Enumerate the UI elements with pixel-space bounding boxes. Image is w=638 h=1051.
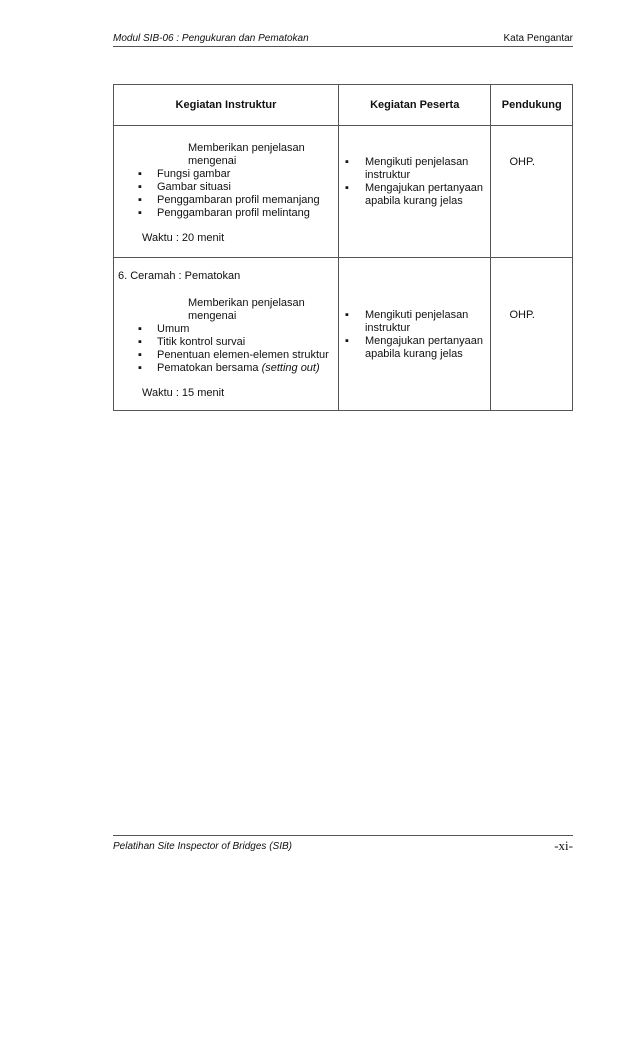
pendukung-text: OHP.	[509, 156, 535, 168]
peserta-cell	[338, 126, 491, 258]
list-item: ▪ Mengikuti penjelasan instruktur	[345, 156, 487, 182]
intro-text: Memberikan penjelasan mengenai	[188, 142, 305, 167]
pendukung-cell	[491, 126, 573, 258]
list-item: ▪ Gambar situasi	[138, 181, 334, 194]
list-item: ▪ Mengikuti penjelasan instruktur	[345, 309, 487, 335]
italic-term: (setting out)	[261, 362, 320, 374]
header-divider	[113, 46, 573, 47]
list-item: ▪ Penggambaran profil memanjang	[138, 194, 334, 207]
column-header-instruktur: Kegiatan Instruktur	[114, 85, 339, 126]
table-row	[114, 258, 573, 411]
column-header-peserta: Kegiatan Peserta	[338, 85, 491, 126]
list-item: ▪ Penentuan elemen-elemen struktur	[138, 349, 334, 362]
page-number: -xi-	[554, 838, 573, 853]
duration-text: Waktu : 20 menit	[142, 232, 225, 244]
pendukung-text: OHP.	[509, 309, 535, 321]
list-item: ▪ Umum	[138, 323, 334, 336]
footer-course-title: Pelatihan Site Inspector of Bridges (SIB)	[113, 841, 292, 852]
intro-text: Memberikan penjelasan mengenai	[188, 297, 305, 322]
list-item: ▪ Mengajukan pertanyaan apabila kurang jelas	[345, 335, 487, 361]
section-title: 6. Ceramah : Pematokan	[118, 270, 241, 282]
list-item: ▪ Penggambaran profil melintang	[138, 207, 334, 220]
column-header-pendukung: Pendukung	[491, 85, 573, 126]
topic-list	[118, 168, 334, 220]
list-item: ▪ Mengajukan pertanyaan apabila kurang jelas	[345, 182, 487, 208]
list-item: ▪ Fungsi gambar	[138, 168, 334, 181]
header-module-title: Modul SIB-06 : Pengukuran dan Pematokan	[113, 33, 309, 44]
list-item: ▪ Titik kontrol survai	[138, 336, 334, 349]
list-item: ▪ Pematokan bersama (setting out)	[138, 362, 334, 375]
peserta-list	[343, 309, 487, 361]
duration-text: Waktu : 15 menit	[142, 387, 225, 399]
table-row	[114, 126, 573, 258]
footer-divider	[113, 835, 573, 836]
instruktur-cell	[114, 126, 339, 258]
pendukung-cell	[491, 258, 573, 411]
instruktur-cell	[114, 258, 339, 411]
peserta-list	[343, 156, 487, 208]
peserta-cell	[338, 258, 491, 411]
activity-table	[113, 84, 573, 411]
header-section-title: Kata Pengantar	[503, 33, 573, 44]
topic-list	[118, 323, 334, 375]
table-header-row	[114, 85, 573, 126]
